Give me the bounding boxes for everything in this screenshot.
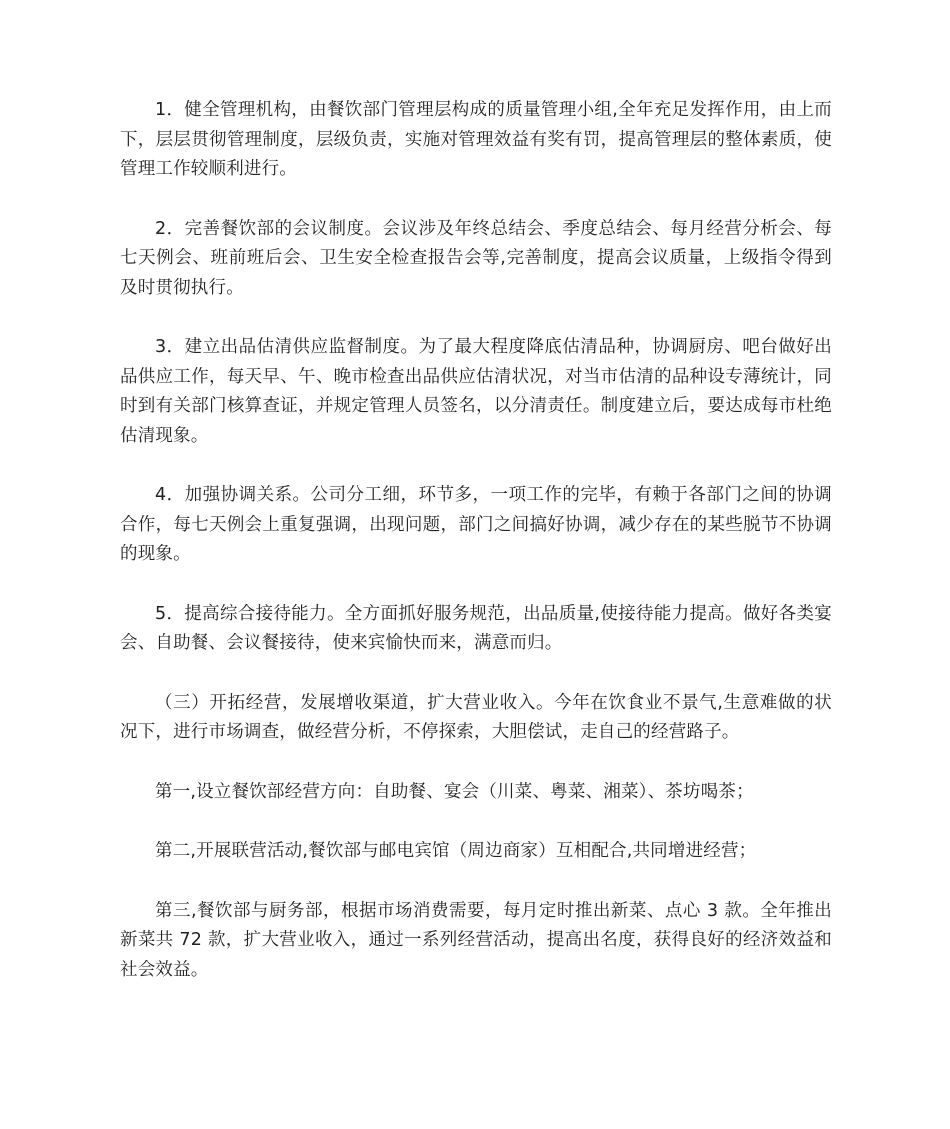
- paragraph-4: 4．加强协调关系。公司分工细，环节多，一项工作的完毕，有赖于各部门之间的协调合作，每七天例会上重复强调，出现问题，部门之间搞好协调，减少存在的某些脱节不协调的现象。: [120, 485, 832, 564]
- document-page: [120, 96, 832, 1015]
- paragraph-3: 3．建立出品估清供应监督制度。为了最大程度降底估清品种，协调厨房、吧台做好出品供应工作，每天早、午、晚市检查出品供应估清状况，对当市估清的品种设专薄统计，同时到有关部门核算查证，并规定管理人员签名，以分清责任。制度建立后，要达成每市杜绝估清现象。: [120, 337, 832, 446]
- paragraph-9: 第三,餐饮部与厨务部，根据市场消费需要，每月定时推出新菜、点心 3 款。全年推出新菜共 72 款，扩大营业收入，通过一系列经营活动，提高出名度，获得良好的经济效益和社会效益。: [120, 900, 832, 980]
- paragraph-7: 第一,设立餐饮部经营方向：自助餐、宴会（川菜、粤菜、湘菜）、茶坊喝茶；: [155, 781, 754, 802]
- paragraph-5: 5．提高综合接待能力。全方面抓好服务规范，出品质量,使接待能力提高。做好各类宴会、自助餐、会议餐接待，使来宾愉快而来，满意而归。: [120, 603, 832, 653]
- paragraph-2: 2．完善餐饮部的会议制度。会议涉及年终总结会、季度总结会、每月经营分析会、每七天例会、班前班后会、卫生安全检查报告会等,完善制度，提高会议质量，上级指令得到及时贯彻执行。: [120, 218, 832, 298]
- paragraph-8: 第二,开展联营活动,餐饮部与邮电宾馆（周边商家）互相配合,共同增进经营；: [155, 841, 757, 861]
- paragraph-1: 1．健全管理机构，由餐饮部门管理层构成的质量管理小组,全年充足发挥作用，由上而下，层层贯彻管理制度，层级负责，实施对管理效益有奖有罚，提高管理层的整体素质，使管理工作较顺利进行。: [120, 100, 832, 179]
- paragraph-6: （三）开拓经营，发展增收渠道，扩大营业收入。今年在饮食业不景气,生意难做的状况下，进行市场调查，做经营分析，不停探索，大胆偿试，走自己的经营路子。: [120, 692, 832, 742]
